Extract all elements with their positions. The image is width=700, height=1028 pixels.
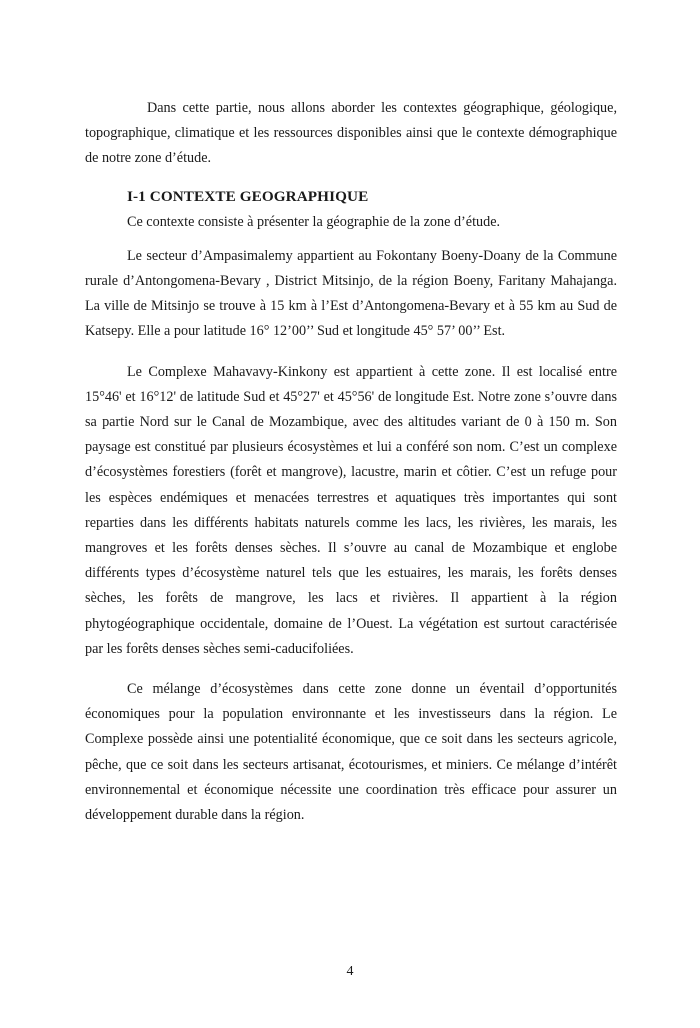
paragraph-location: Le secteur d’Ampasimalemy appartient au Fokontany Boeny-Doany de la Commune rurale d’Antongomena-Bevary , District Mitsinjo, de la région Boeny, Faritany Mahajanga. La ville de Mitsinjo se trouve à 15 km à l’Est d’Antongomena-Bevary et à 55 km au Sud de Katsepy. Elle a pour latitude 16° 12’00’’ Sud et longitude 45° 57’ 00’’ Est. <box>85 247 617 340</box>
paragraph-complex: Le Complexe Mahavavy-Kinkony est appartient à cette zone. Il est localisé entre 15°46' et 16°12' de latitude Sud et 45°27' et 45°56' de longitude Est. Notre zone s’ouvre dans sa partie Nord sur le Canal de Mozambique, avec des altitudes variant de 0 à 150 m. Son paysage est constitué par plusieurs écosystèmes et lui a conféré son nom. C’est un complexe d’écosystèmes forestiers (forêt et mangrove), lacustre, marin et côtier. C’est un refuge pour les espèces endémiques et menacées terrestres et aquatiques très importantes qui sont reparties dans les différents habitats naturels comme les lacs, les rivières, les marais, les mangroves et les forêts denses sèches. Il s’ouvre au canal de Mozambique et englobe différents types d’écosystème naturel tels que les estuaires, les marais, les forêts denses sèches, les forêts de mangrove, les lacs et rivières. Il appartient à la région phytogéographique occidentale, domaine de l’Ouest. La végétation est surtout caractérisée par les forêts denses sèches semi-caducifoliées. <box>85 363 617 657</box>
section-heading: I-1 CONTEXTE GEOGRAPHIQUE <box>127 187 369 205</box>
paragraph-economy: Ce mélange d’écosystèmes dans cette zone donne un éventail d’opportunités économiques pour la population environnante et les investisseurs dans la région. Le Complexe possède ainsi une potentialité économique, que ce soit dans les secteurs agricole, pêche, que ce soit dans les secteurs artisanat, écotourismes, et miniers. Ce mélange d’intérêt environnemental et économique nécessite une coordination très efficace pour assurer un développement durable dans la région. <box>85 681 617 824</box>
page-number: 4 <box>346 964 354 979</box>
document-page <box>85 96 617 828</box>
section-lead-paragraph: Ce contexte consiste à présenter la géographie de la zone d’étude. <box>127 213 501 230</box>
intro-paragraph: Dans cette partie, nous allons aborder les contextes géographique, géologique, topographique, climatique et les ressources disponibles ainsi que le contexte démographique de notre zone d’étude. <box>85 100 617 167</box>
